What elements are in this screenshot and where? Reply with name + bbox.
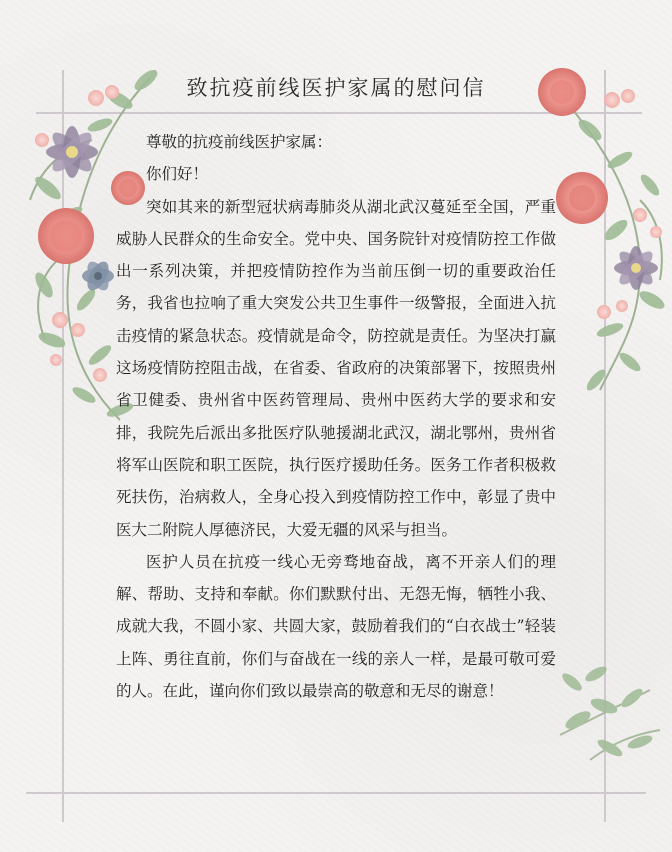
left-blue-flower-icon: [82, 258, 114, 294]
bottom-right-foliage: [560, 664, 660, 760]
letter-greeting: 你们好！: [146, 165, 209, 184]
letter-salutation: 尊敬的抗疫前线医护家属：: [146, 133, 333, 151]
letter-paragraph-2: 医护人员在抗疫一线心无旁骛地奋战，离不开亲人们的理解、帮助、支持和奉献。你们默默付出、无怨无悔，牺牲小我、成就大我，不圆小家、共圆大家，鼓励着我们的“白衣战士”轻装上阵、勇往直前，你们与奋战在一线的亲人一样，是最可敬可爱的人。在此，谨向你们致以最崇高的敬意和无尽的谢意！: [116, 552, 556, 701]
left-purple-flower-icon: [46, 126, 98, 178]
letter-title: 致抗疫前线医护家属的慰问信: [186, 76, 486, 100]
letter-body: [116, 126, 556, 707]
right-purple-flower-icon: [614, 246, 658, 290]
right-vine-stem: [560, 95, 662, 390]
letter-paragraph-1: 突如其来的新型冠状病毒肺炎从湖北武汉蔓延至全国，严重威胁人民群众的生命安全。党中央、国务院针对疫情防控工作做出一系列决策，并把疫情防控作为当前压倒一切的重要政治任务，我省也拉响了重大突发公共卫生事件一级警报，全面进入抗击疫情的紧急状态。疫情就是命令，防控就是责任。为坚决打赢这场疫情防控阻击战，在省委、省政府的决策部署下，按照贵州省卫健委、贵州省中医药管理局、贵州中医药大学的要求和安排，我院先后派出多批医疗队驰援湖北武汉，湖北鄂州，贵州省将军山医院和职工医院，执行医疗援助任务。医务工作者积极救死扶伤，治病救人，全身心投入到疫情防控工作中，彰显了贵中医大二附院人厚德济民，大爱无疆的风采与担当。: [116, 197, 556, 539]
